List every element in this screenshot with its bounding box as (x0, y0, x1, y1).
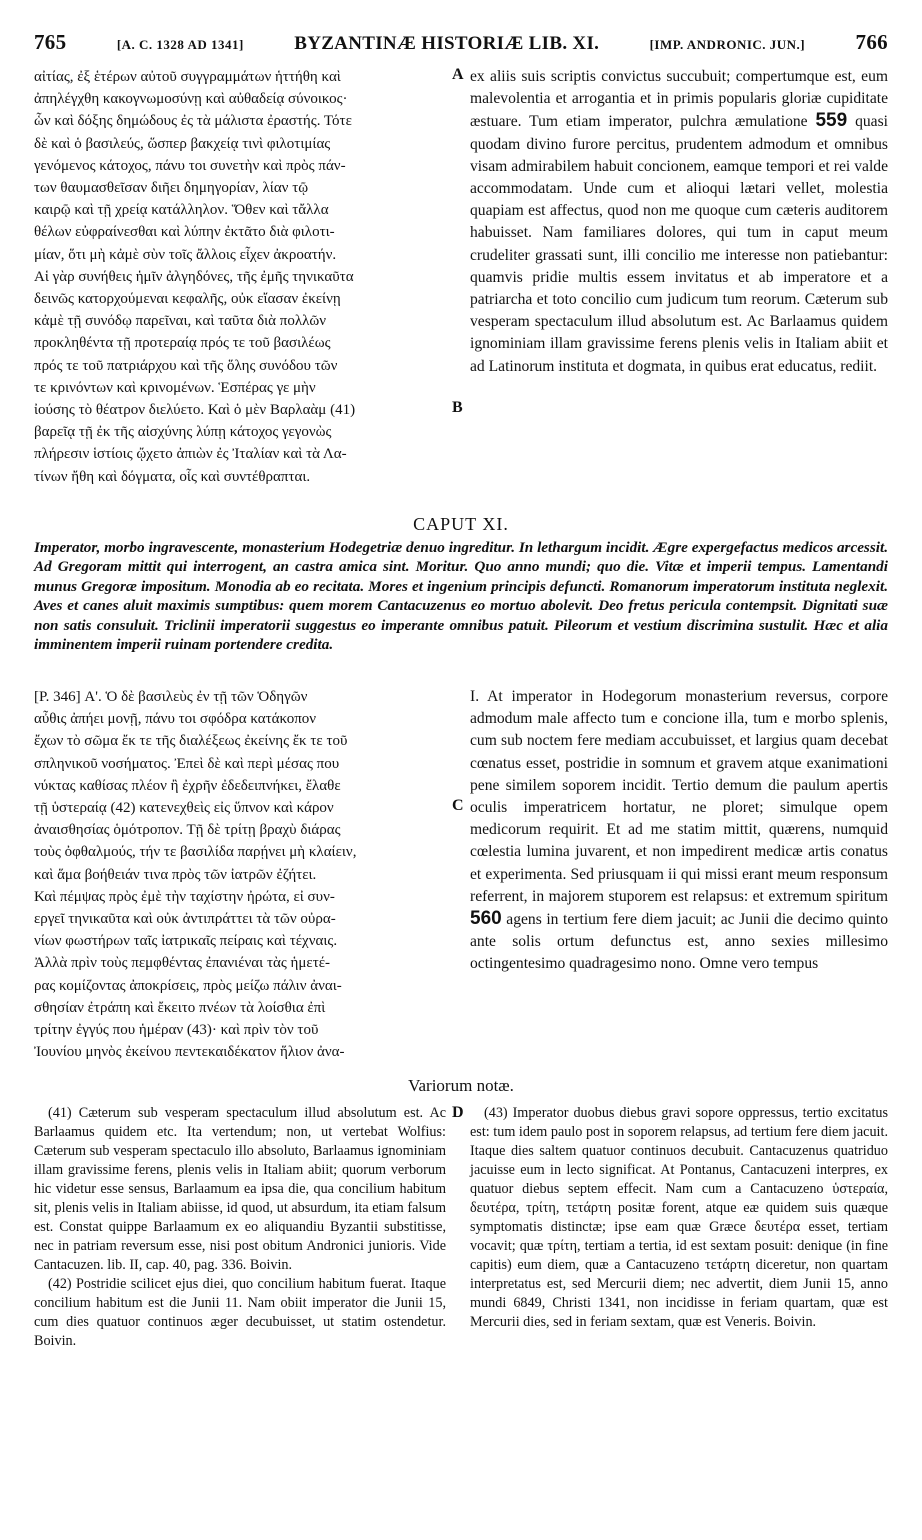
margin-marker-d: D (452, 1104, 464, 1121)
right-page-number: 766 (855, 30, 888, 54)
top-greek-line: ἰούσης τὸ θέατρον διελύετο. Καὶ ὁ μὲν Βαρλαὰμ (41) (34, 402, 356, 419)
middle-greek-line: νίων φωστήρων ταῖς ἰατρικαῖς πείραις καὶ τέχναις. (34, 933, 338, 950)
middle-greek-line: τοὺς ὀφθαλμούς, τήν τε βασιλίδα παρῄνει μὴ κλαίειν, (34, 844, 357, 861)
chapter-summary: Imperator, morbo ingravescente, monasterium Hodegetriæ denuo ingreditur. In lethargum incidit. Ægre expergefactus medicos arcessit. Ad Gregoram mittit qui interrogent, an castra amica sint. Moritur. Quo anno mundi; quo die. Vitæ et imperii tempus. Lamentandi munus Gregoræ impositum. Monodia ab eo recitata. Mores et ingenium principis defuncti. Romanorum imperatorum instituta neglexit. Aves et canes aluit maximis sumptibus: quem morem Cantacuzenus eo mortuo abolevit. Deo fretus pericula contempsit. Dignitati suæ non satis consuluit. Triclinii imperatorii suggestus eo imperante omnibus patuit. Pileorum et vestium discrimina sustulit. Hæc et alia imminentem imperii ruinam portendere credita. (34, 539, 888, 654)
running-title: BYZANTINÆ HISTORIÆ LIB. XI. (294, 33, 600, 54)
top-greek-line: ὧν καὶ δόξης δημώδους ἐς τὰ μάλιστα ἐραστής. Τότε (34, 113, 352, 130)
latin-page-number-560: 560 (470, 908, 502, 930)
margin-marker-a: A (452, 66, 464, 83)
top-greek-line: βαρεῖᾳ τῇ ἐκ τῆς αἰσχύνης λύπῃ κάτοχος γεγονὼς (34, 424, 332, 441)
middle-greek-line: Ἀλλὰ πρὶν τοὺς πεμφθέντας ἐπανιέναι τὰς ἡμετέ- (34, 955, 331, 972)
middle-greek-line: ἔχων τὸ σῶμα ἔκ τε τῆς διαλέξεως ἐκείνης ἔκ τε τοῦ (34, 733, 348, 750)
top-latin-text-2: quasi quodam divino furore percitus, prudentem admodum et omnibus visam admirabilem habuit concionem, eamque tempori et rei valde accommodatam. Unde cum et alioqui lætari vellet, molestia quapiam est affectus, quod non me quoque cum cæteris auditorem habuisset. Nam familiares dolores, qui tum in caput meum crudeliter grassati sunt, illi concilio me interesse non patiebantur: quamvis pridie multis essem invitatus et ab imperatore et a patriarcha et toto concilio cum judicum tum reorum. Cæterum sub vesperam spectaculum illud absolutum est. Ac Barlaamus quidem ignominiam illam gravissime ferens plenis velis in Italiam abiit et ad Latinorum instituta et dogmata, in quibus erat educatus, rediit. (470, 113, 888, 375)
note-42: (42) Postridie scilicet ejus diei, quo concilium habitum fuerat. Itaque concilium habitum est die Junii 11. Nam obiit imperator die Junii 15, cum dies quatuor continuos æger decubuisset, ut statim ostendetur. Boivin. (34, 1276, 446, 1349)
middle-latin-text-1: I. At imperator in Hodegorum monasterium reversus, corpore admodum male affecto tum e concione illa, tum e morbo splenis, cum sub noctem fere mediam accubuisset, et largius quam decebat cœnatus esset, postridie in somnum et gravem atque exanimationi pene similem soporem incidit. Tertio demum die paulum apertis oculis imperatricem hortatur, ne ploret; simulque opem medicorum requirit. Et ad me statim mittit, quærens, numquid cœlestia lumina juvarent, et non impedirent medicæ artis conatus et experimenta. Sed priusquam ii qui missi erant meum responsum referrent, in majorem stuporem est relapsus: et extremum spiritum (470, 688, 888, 905)
middle-greek-line: νύκτας καθίσας πλέον ἢ ἐχρῆν ἐδεδειπνήκει, ἔλαθε (34, 777, 341, 794)
page-header (34, 30, 888, 64)
notes-right-column (470, 1104, 888, 1332)
middle-greek-column (34, 686, 446, 1063)
notes-title: Variorum notæ. (408, 1076, 514, 1095)
chapter-title: CAPUT XI. (413, 514, 509, 534)
top-greek-line: δεινῶς κατορχούμεναι κεφαλῆς, οὐκ εἴασαν ἐκείνῃ (34, 291, 341, 308)
middle-greek-line: Καὶ πέμψας πρὸς ἐμὲ τὴν ταχίστην ἠρώτα, εἰ συν- (34, 888, 335, 905)
note-41: (41) Cæterum sub vesperam spectaculum illud absolutum est. Ac Barlaamus quidem etc. Ita vertendum; non, ut vertebat Wolfius: Cæterum sub vesperam spectaculo illo absoluto, Barlaamus ignominiam illam gravissime ferens, plenis velis in Italiam abiit; quorum verborum hic videtur esse sensus, Barlaamum ea ipsa die, qua concilium habitum sit, plenis velis in Italiam abiisse, id quod, ut absurdum, ita etiam falsum est. Constat quippe Barlaamum ex eo aliquandiu Byzantii substitisse, nec in patriam reversum esse, nisi post obitum Andronici junioris. Vide Cantacuzen. lib. II, cap. 40, pag. 336. Boivin. (34, 1105, 446, 1273)
top-greek-line: των θαυμασθεῖσαν διῆει δημηγορίαν, λίαν τῷ (34, 180, 309, 197)
middle-greek-line: εργεῖ τηνικαῦτα καὶ οὐκ ἀντιπράττει τὰ τῶν οὐρα- (34, 911, 336, 928)
top-greek-line: τίνων ἤθη καὶ δόγματα, οἷς καὶ συντέθραπται. (34, 468, 311, 485)
middle-greek-line: ἀναισθησίας ὁμότροπον. Τῇ δὲ τρίτῃ βραχὺ διάρας (34, 822, 341, 839)
top-greek-line: Αἱ γὰρ συνήθεις ἡμῖν ἀλγηδόνες, τῆς ἐμῆς τηνικαῦτα (34, 268, 354, 285)
margin-marker-b: B (452, 399, 463, 416)
top-greek-line: γενόμενος κάτοχος, πάνυ τοι συνετὴν καὶ πρὸς πάν- (34, 157, 346, 174)
top-greek-line: καιρῷ καὶ τῇ χρείᾳ κατάλληλον. Ὅθεν καὶ τἄλλα (34, 202, 329, 219)
top-greek-line: αἰτίας, ἐξ ἑτέρων αὐτοῦ συγγραμμάτων ἡττήθη καὶ (34, 69, 341, 85)
top-greek-line: ἀπηλέγχθη κακογνωμοσύνῃ καὶ αὐθαδείᾳ σύνοικος· (34, 91, 348, 108)
top-greek-line: τε κρινόντων καὶ κρινομένων. Ἑσπέρας γε μὴν (34, 379, 316, 396)
notes-left-column (34, 1104, 446, 1351)
left-date-range: [A. C. 1328 AD 1341] (116, 37, 244, 52)
margin-marker-c: C (452, 797, 464, 814)
top-greek-line: πρός τε τοῦ πατριάρχου καὶ τῆς ὅλης συνόδου τῶν (34, 357, 338, 374)
middle-greek-line: τρίτην ἐγγύς που ἡμέραν (43)· καὶ πρὶν τὸν τοῦ (34, 1022, 319, 1039)
note-43: (43) Imperator duobus diebus gravi sopore oppressus, tertio excitatus est: tum idem paulo post in soporem relapsus, ad tertium fere diem jacuit. Itaque dies saltem quatuor continuos decubuit. Cantacuzenus quatriduo jacuisse eum in lecto significat. At Pontanus, Cantacuzeni interpres, ex quatuor diebus septem effecit. Nam cum a Cantacuzeno ὑστεραία, δευτέρα, τρίτη, τετάρτη positæ forent, atque eæ quidem suis quæque symptomatis distinctæ; ipse eam quæ Græce δευτέρα esset, tertiam vocavit; quæ τρίτη, tertiam a tertia, id est sextam posuit: denique (in fine capitis) eum diem, quæ a Cantacuzeno τετάρτη diceretur, non quartam interpretatus est, sed Mercurii diem; nec advertit, diem Junii 15, anno mundi 6849, Christi 1341, non incidisse in feriam quartam, quæ est Mercurii dies, sed in feriam sextam, quæ est Veneris. Boivin. (470, 1105, 888, 1330)
middle-greek-line: αὖθις ἀπήει μονῇ, πάνυ τοι σφόδρα κατάκοπον (34, 711, 317, 728)
middle-greek-line: [P. 346] Α'. Ὁ δὲ βασιλεὺς ἐν τῇ τῶν Ὁδηγῶν (34, 689, 308, 705)
latin-page-number-559: 559 (815, 110, 848, 132)
left-page-number: 765 (34, 30, 67, 54)
top-greek-line: προκληθέντα τῇ προτεραίᾳ πρός τε τοῦ βασιλέως (34, 335, 331, 352)
top-greek-line: πλήρεσιν ἱστίοις ᾤχετο ἀπιὼν ἐς Ἰταλίαν καὶ τὰ Λα- (34, 446, 347, 463)
top-greek-line: δὲ καὶ ὁ βασιλεύς, ὥσπερ βακχείᾳ τινὶ φιλοτιμίας (34, 135, 331, 152)
middle-greek-line: σπληνικοῦ νοσήματος. Ἐπεὶ δὲ καὶ περὶ μέσας που (34, 755, 340, 772)
middle-greek-line: Ἰουνίου μηνὸς ἐκείνου πεντεκαιδέκατον ἥλιον ἀνα- (34, 1044, 345, 1061)
middle-greek-line: σθησίαν ἐτράπη καὶ ἔκειτο πνέων τὰ λοίσθια ἐπὶ (34, 999, 326, 1016)
top-latin-column (470, 66, 888, 378)
middle-latin-text-2: agens in tertium fere diem jacuit; ac Junii die decimo quinto ante solis ortum defunctus est, anno sexies millesimo octingentesimo quadragesimo nono. Omne vero tempus (470, 911, 888, 973)
top-greek-line: μίαν, ὅτι μὴ κἀμὲ σὺν τοῖς ἄλλοις εἶχεν ἀκροατήν. (34, 246, 337, 263)
right-reign-label: [IMP. ANDRONIC. JUN.] (649, 37, 806, 52)
top-greek-column (34, 66, 446, 488)
top-greek-line: κἀμὲ τῇ συνόδῳ παρεῖναι, καὶ ταῦτα διὰ πολλῶν (34, 313, 327, 330)
top-latin-text-1: ex aliis suis scriptis convictus succubuit; compertumque est, eum malevolentia et arrogantia et in primis popularis gloriæ cupiditate æstuare. Tum etiam imperator, pulchra æmulatione (470, 68, 888, 131)
top-greek-line: θέλων εὐφραίνεσθαι καὶ λύπην ἐκτᾶτο διὰ φιλοτι- (34, 224, 335, 241)
middle-greek-line: καὶ ἅμα βοήθειάν τινα πρὸς τῶν ἰατρῶν ἐζήτει. (34, 866, 317, 883)
middle-latin-column (470, 686, 888, 976)
middle-greek-line: ρας κομίζοντας ἀποκρίσεις, πρὸς μείζω πάλιν ἀναι- (34, 977, 342, 994)
middle-greek-line: τῇ ὑστεραίᾳ (42) κατενεχθεὶς εἰς ὕπνον καὶ κάρον (34, 800, 334, 817)
document-page (34, 30, 888, 1520)
